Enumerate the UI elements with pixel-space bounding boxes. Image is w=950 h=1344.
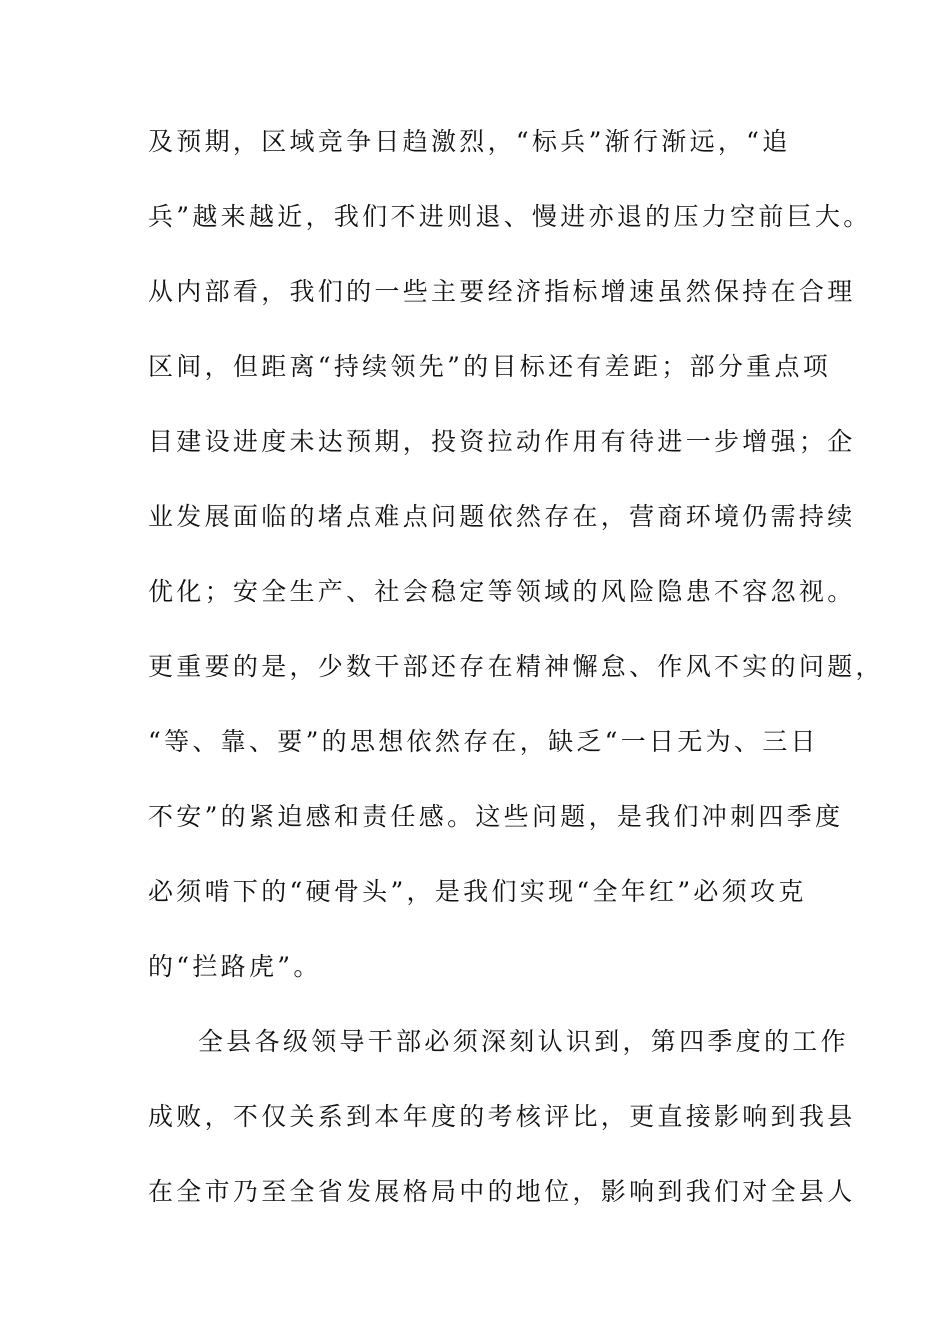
paragraph-1-line-6: 业发展面临的堵点难点问题依然存在，营商环境仍需持续 xyxy=(148,502,856,531)
paragraph-2-line-1: 全县各级领导干部必须深刻认识到，第四季度的工作 xyxy=(198,1027,849,1056)
paragraph-1-line-8: 更重要的是，少数干部还存在精神懈怠、作风不实的问题， xyxy=(148,652,884,681)
paragraph-1-line-10: 不安”的紧迫感和责任感。这些问题，是我们冲刺四季度 xyxy=(148,802,844,831)
paragraph-1-line-1: 及预期，区域竞争日趋激烈，“标兵”渐行渐远，“追 xyxy=(148,127,791,156)
paragraph-1-line-5: 目建设进度未达预期，投资拉动作用有待进一步增强；企 xyxy=(148,427,856,456)
paragraph-2-line-3: 在全市乃至全省发展格局中的地位，影响到我们对全县人 xyxy=(148,1177,856,1206)
paragraph-1-line-7: 优化；安全生产、社会稳定等领域的风险隐患不容忽视。 xyxy=(148,577,856,606)
paragraph-1-line-9: “等、靠、要”的思想依然存在，缺乏“一日无为、三日 xyxy=(148,727,819,756)
paragraph-1-line-3: 从内部看，我们的一些主要经济指标增速虽然保持在合理 xyxy=(148,277,856,306)
paragraph-1-line-11: 必须啃下的“硬骨头”，是我们实现“全年红”必须攻克 xyxy=(148,877,807,906)
paragraph-1-line-2: 兵”越来越近，我们不进则退、慢进亦退的压力空前巨大。 xyxy=(148,202,872,231)
paragraph-1-line-4: 区间，但距离“持续领先”的目标还有差距；部分重点项 xyxy=(148,352,832,381)
paragraph-2-line-2: 成败，不仅关系到本年度的考核评比，更直接影响到我县 xyxy=(148,1102,856,1131)
paragraph-1-line-12: 的“拦路虎”。 xyxy=(148,952,322,981)
